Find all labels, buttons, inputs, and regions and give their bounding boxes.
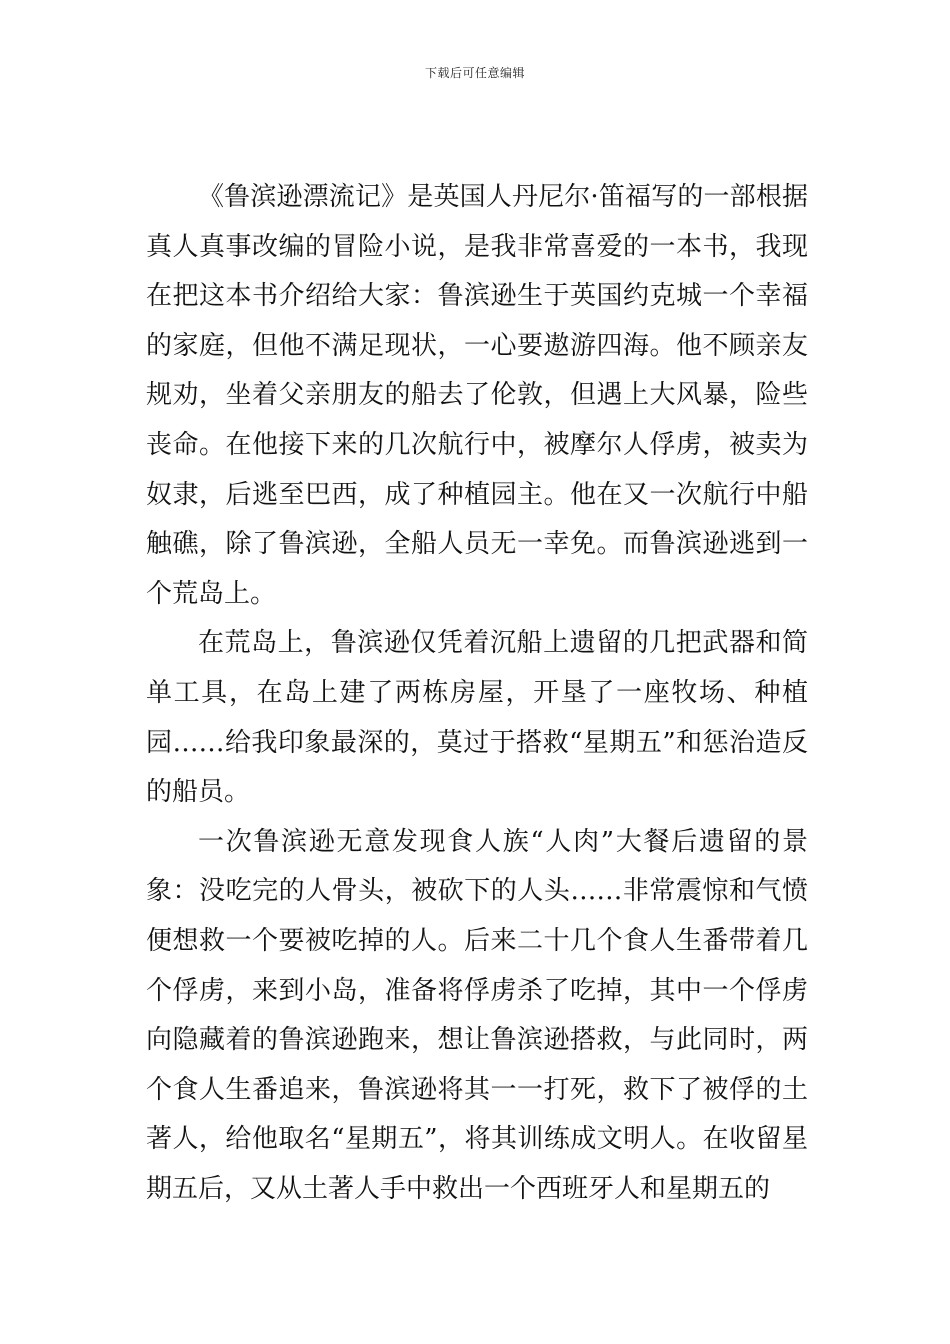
page-header: 下载后可任意编辑 bbox=[424, 66, 525, 80]
paragraph-2: 在荒岛上，鲁滨逊仅凭着沉船上遗留的几把武器和简单工具，在岛上建了两栋房屋，开垦了一座牧场、种植园……给我印象最深的，莫过于搭救“星期五”和惩治造反的船员。 bbox=[146, 628, 808, 808]
paragraph-1: 《鲁滨逊漂流记》是英国人丹尼尔·笛福写的一部根据真人真事改编的冒险小说，是我非常喜爱的一本书，我现在把这本书介绍给大家：鲁滨逊生于英国约克城一个幸福的家庭，但他不满足现状，一心要遨游四海。他不顾亲友规劝，坐着父亲朋友的船去了伦敦，但遇上大风暴，险些丧命。在他接下来的几次航行中，被摩尔人俘虏，被卖为奴隶，后逃至巴西，成了种植园主。他在又一次航行中船触礁，除了鲁滨逊，全船人员无一幸免。而鲁滨逊逃到一个荒岛上。 bbox=[146, 182, 808, 609]
document-body bbox=[146, 173, 808, 1214]
paragraph-3: 一次鲁滨逊无意发现食人族“人肉”大餐后遗留的景象：没吃完的人骨头，被砍下的人头……非常震惊和气愤便想救一个要被吃掉的人。后来二十几个食人生番带着几个俘虏，来到小岛，准备将俘虏杀了吃掉，其中一个俘虏向隐藏着的鲁滨逊跑来，想让鲁滨逊搭救，与此同时，两个食人生番追来，鲁滨逊将其一一打死，救下了被俘的土著人，给他取名“星期五”，将其训练成文明人。在收留星期五后，又从土著人手中救出一个西班牙人和星期五的 bbox=[146, 826, 808, 1204]
